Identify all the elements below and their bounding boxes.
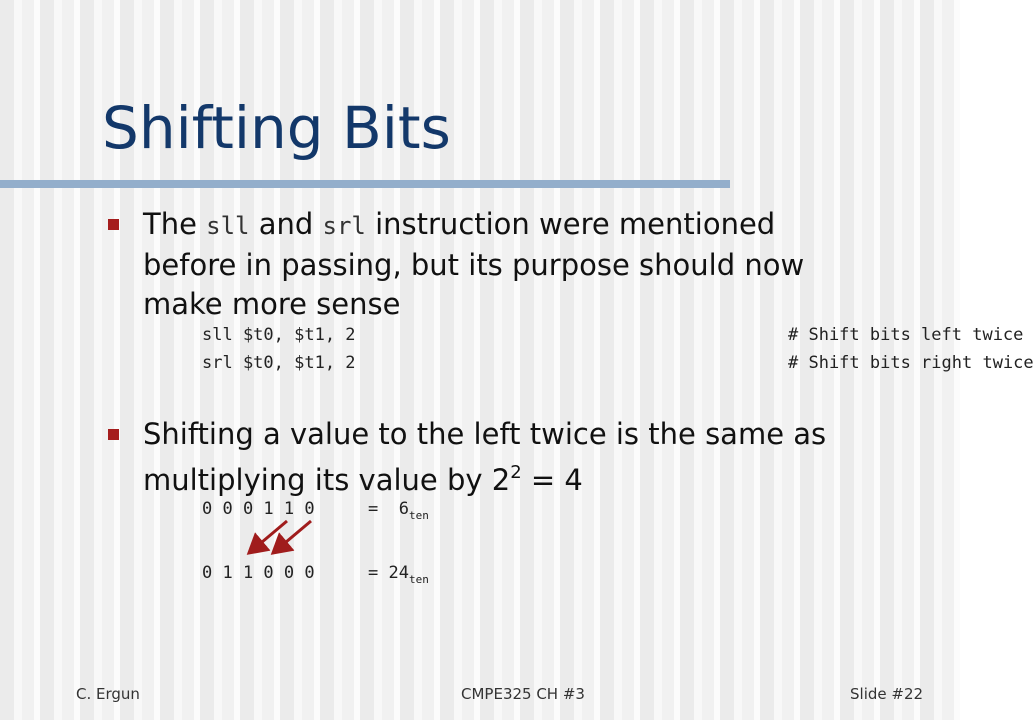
code-instruction: srl $t0, $t1, 2 xyxy=(202,353,356,373)
shift-arrow-1 xyxy=(249,521,287,553)
bullet-marker xyxy=(108,219,119,230)
footer-course: CMPE325 CH #3 xyxy=(461,685,585,703)
binary-equals xyxy=(368,563,429,586)
base-subscript: ten xyxy=(408,573,429,586)
code-comment: # Shift bits right twice xyxy=(788,353,1034,373)
code-instruction: sll $t0, $t1, 2 xyxy=(202,325,356,345)
binary-value: = 24 xyxy=(368,563,409,583)
slide-title: Shifting Bits xyxy=(102,94,451,162)
binary-row-original xyxy=(202,499,429,522)
binary-bits: 0 0 0 1 1 0 xyxy=(202,499,315,519)
sll-code: sll xyxy=(206,212,250,240)
binary-equals xyxy=(368,499,429,522)
bullet-marker xyxy=(108,429,119,440)
bullet-2-text-b: = 4 xyxy=(521,463,583,497)
binary-bits: 0 1 1 0 0 0 xyxy=(202,563,315,583)
title-underline xyxy=(0,180,730,188)
code-line-sll xyxy=(202,325,1024,345)
exponent: 2 xyxy=(510,462,522,483)
bullet-1-text-c: instruction were mentioned xyxy=(365,207,776,241)
bullet-1-text-a: The xyxy=(143,207,207,241)
bullet-2-line-2 xyxy=(143,452,583,501)
footer-slide-number: Slide #22 xyxy=(850,685,924,703)
bullet-1-line-3: make more sense xyxy=(143,287,401,321)
srl-code: srl xyxy=(322,212,366,240)
base-subscript: ten xyxy=(408,509,429,522)
footer-author: C. Ergun xyxy=(76,685,140,703)
binary-row-shifted xyxy=(202,563,429,586)
binary-value: = 6 xyxy=(368,499,409,519)
bullet-1-line-1 xyxy=(143,203,775,247)
bullet-1-line-2: before in passing, but its purpose should now xyxy=(143,248,805,282)
bullet-2-line-1: Shifting a value to the left twice is the same as xyxy=(143,417,827,451)
code-comment: # Shift bits left twice xyxy=(788,325,1024,345)
shift-arrow-2 xyxy=(273,521,311,553)
bullet-1-text-b: and xyxy=(249,207,323,241)
code-line-srl xyxy=(202,353,1034,373)
bullet-2-text-a: multiplying its value by 2 xyxy=(143,463,511,497)
